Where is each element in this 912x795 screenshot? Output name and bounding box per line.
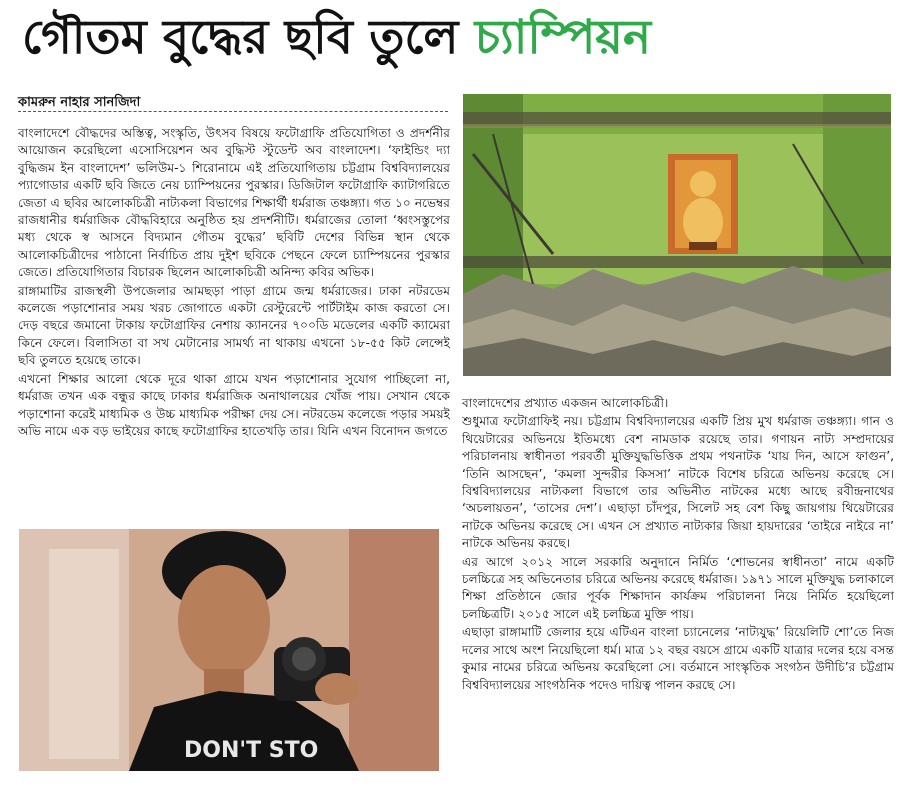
paragraph: বাংলাদেশের প্রখ্যাত একজন আলোকচিত্রী।: [462, 396, 669, 410]
paragraph: এর আগে ২০১২ সালে সরকারি অনুদানে নির্মিত ‘শোভনের স্বাধীনতা’ নামে একটি চলচ্চিত্রে সহ অভিনেতার চরিত্রে অভিনয় করেছে ধর্মরাজ। ১৯৭১ সালে মুক্তিযুদ্ধ চলাকালে শিক্ষা প্রতিষ্ঠানে জোর পূর্বক শিক্ষাদান কার্যক্রম পরিচালনা নিয়ে নির্মিত হয়েছিলো চলচ্চিত্রটি। ২০১৫ সালে এই চলচ্চিত্র মুক্তি পায়।: [462, 554, 894, 621]
paragraph: শুধুমাত্র ফটোগ্রাফিই নয়। চট্টগ্রাম বিশ্ববিদ্যালয়ের একটি প্রিয় মুখ ধর্মরাজ তঞ্চঙ্গ্যা। গান ও থিয়েটারের অভিনয়ে ইতিমধ্যে বেশ নামডাক রয়েছে তার। গণায়ন নাট্য সম্প্রদায়ের পরিচালনায় স্বাধীনতা পরবর্তী মুক্তিযুদ্ধভিত্তিক প্রথম পথনাটক ‘যায় দিন, আসে ফাগুন’, ‘তিনি আসছেন’, ‘কমলা সুন্দরীর কিসসা’ নাটকে বিশেষ চরিত্রে অভিনয় করেছে সে। বিশ্ববিদ্যালয়ের নাট্যকলা বিভাগে তার অভিনীত নাটকের মধ্যে আছে রবীন্দ্রনাথের ‘অচলায়তন’, ‘তাসের দেশ’। এছাড়া চাঁদপুর, সিলেট সহ বেশ কিছু জায়গায় থিয়েটারের নাটকে অভিনয় করেছে সে। এখন সে প্রখ্যাত নাট্যকার জিয়া হায়দারের ‘তাইরে নাইরে না’ নাটকে অভিনয় করছে।: [462, 414, 894, 551]
paragraph: এখনো শিক্ষার আলো থেকে দূরে থাকা গ্রামে যখন পড়াশোনার সুযোগ পাচ্ছিলো না, ধর্মরাজ তখন এক বন্ধুর কাছে ঢাকার ধর্মরাজিক অনাথালয়ের খোঁজ পায়। সেখান থেকে পড়াশোনা করেই মাধ্যমিক ও উচ্চ মাধ্যমিক পরীক্ষা দেয় সে। নটরডেম কলেজে পড়ার সময়ই অভি নামে এক বড় ভাইয়ের কাছে ফটোগ্রাফির হাতেখড়ি তার। যিনি এখন বিনোদন জগতে: [18, 371, 450, 438]
buddha-pagoda-illustration: [463, 94, 891, 376]
buddha-pagoda-photo: [463, 94, 891, 376]
article-left-column: [18, 125, 450, 527]
article-right-column: [462, 395, 894, 775]
byline: কামরুন নাহার সানজিদা: [18, 95, 141, 110]
paragraph: রাঙ্গামাটির রাজস্থলী উপজেলার আমছড়া পাড়া গ্রামে জন্ম ধর্মরাজের। ঢাকা নটরডেম কলেজে পড়াশোনার সময় খরচ জোগাতে একটা রেস্টুরেন্টে পার্টটাইম কাজ করতো সে। দেড় বছরে জমানো টাকায় ফটোগ্রাফির নেশায় ক্যাননের ৭০০ডি মডেলের একটি ক্যামেরা কিনে ফেলে। বিলাসিতা বা সখ মেটানোর সামর্থ্য না থাকায় এখনো ১৮-৫৫ কিট লেন্সেই ছবি তুলতে হয়েছে তাকে।: [18, 283, 450, 368]
tshirt-text: DON'T STO: [184, 738, 319, 763]
headline-main: গৌতম বুদ্ধের ছবি তুলে: [22, 10, 475, 65]
photographer-portrait-photo: [19, 529, 439, 771]
paragraph: বাংলাদেশে বৌদ্ধদের অস্তিত্ব, সংস্কৃতি, উৎসব বিষয়ে ফটোগ্রাফি প্রতিযোগিতা ও প্রদর্শনীর আয়োজন করেছিলো এসোসিয়েশন অব বুদ্ধিস্ট স্টুডেন্ট অব বাংলাদেশ। ‘ফাইন্ডিং দ্যা বুদ্ধিজম ইন বাংলাদেশ’ ভলিউম-১ শিরোনামে এই প্রতিযোগিতায় চট্টগ্রাম বিশ্ববিদ্যালয়ের প্যাগোডার একটি ছবি জিতে নেয় চ্যাম্পিয়নের পুরস্কার। ডিজিটাল ফটোগ্রাফি ক্যাটাগরিতে জেতা এ ছবির আলোকচিত্রী নাট্যকলা বিভাগের শিক্ষার্থী ধর্মরাজ তঞ্চঙ্গ্যা। গত ১০ নভেম্বর রাজধানীর ধর্মরাজিক বৌদ্ধবিহারে অনুষ্ঠিত হয় প্রদর্শনীটি। ধর্মরাজের তোলা ‘ধ্বংসস্তুপের মধ্য থেকে স্ব আসনে বিদ্যমান গৌতম বুদ্ধের’ ছবিটি দেশের বিভিন্ন স্থান থেকে আলোকচিত্রীদের পাঠানো নির্বাচিত প্রায় দুইশ ছবিকে পেছনে ফেলে চ্যাম্পিয়নের পুরস্কার জেতে। প্রতিযোগিতার বিচারক ছিলেন আলোকচিত্রী অনিন্দ্য কবির অভিক।: [18, 126, 450, 280]
paragraph: এছাড়া রাঙ্গামাটি জেলার হয়ে এটিএন বাংলা চ্যানেলের ‘নাট্যযুদ্ধ’ রিয়েলিটি শো’তে নিজ দলের সাথে অংশ নিয়েছিলো ধর্ম। মাত্র ১২ বছর বয়সে গ্রামে একটি যাত্রার দলের হয়ে বসন্ত কুমার নামের চরিত্রে অভিনয় করেছিলো সে। বর্তমানে সাংস্কৃতিক সংগঠন উদীচি’র চট্টগ্রাম বিশ্ববিদ্যালয়ের সাংগঠনিক পদেও দায়িত্ব পালন করছে সে।: [462, 625, 894, 692]
headline: [0, 0, 912, 76]
byline-divider: [18, 111, 448, 112]
photographer-portrait-illustration: [19, 529, 439, 771]
headline-highlight: চ্যাম্পিয়ন: [474, 10, 652, 65]
